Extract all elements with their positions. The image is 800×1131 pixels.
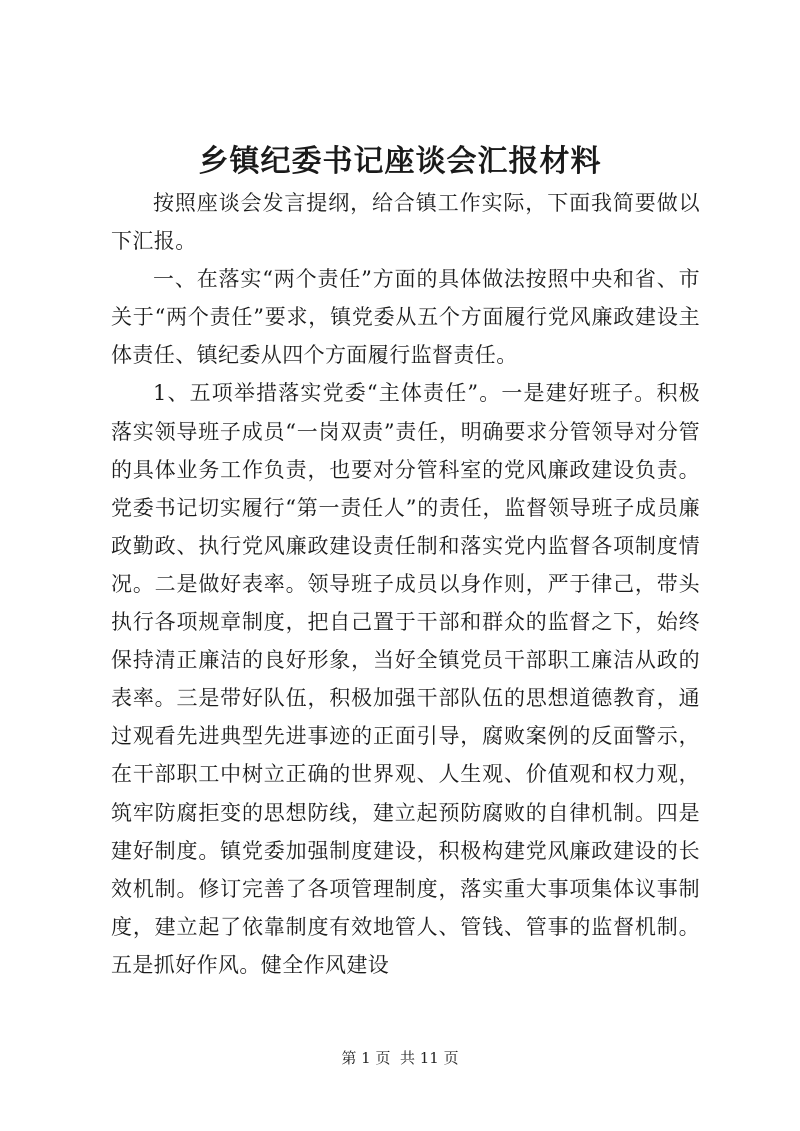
page-footer: [0, 1048, 800, 1068]
document-title: 乡镇纪委书记座谈会汇报材料: [198, 144, 602, 179]
paragraph-section-one: 一、在落实“两个责任”方面的具体做法按照中央和省、市关于“两个责任”要求，镇党委从五个方面履行党风廉政建设主体责任、镇纪委从四个方面履行监督责任。: [111, 267, 700, 368]
paragraph-party-committee-measures: 1、五项举措落实党委“主体责任”。一是建好班子。积极落实领导班子成员“一岗双责”责任，明确要求分管领导对分管的具体业务工作负责，也要对分管科室的党风廉政建设负责。党委书记切实履行“第一责任人”的责任，监督领导班子成员廉政勤政、执行党风廉政建设责任制和落实党内监督各项制度情况。二是做好表率。领导班子成员以身作则，严于律己，带头执行各项规章制度，把自己置于干部和群众的监督之下，始终保持清正廉洁的良好形象，当好全镇党员干部职工廉洁从政的表率。三是带好队伍，积极加强干部队伍的思想道德教育，通过观看先进典型先进事迹的正面引导，腐败案例的反面警示，在干部职工中树立正确的世界观、人生观、价值观和权力观，筑牢防腐拒变的思想防线，建立起预防腐败的自律机制。四是建好制度。镇党委加强制度建设，积极构建党风廉政建设的长效机制。修订完善了各项管理制度，落实重大事项集体议事制度，建立起了依靠制度有效地管人、管钱、管事的监督机制。五是抓好作风。健全作风建设: [111, 381, 700, 977]
document-body: [111, 184, 700, 984]
paragraph-intro: 按照座谈会发言提纲，给合镇工作实际，下面我简要做以下汇报。: [111, 191, 700, 254]
page-number-label: 第 1 页 共 11 页: [341, 1049, 459, 1067]
